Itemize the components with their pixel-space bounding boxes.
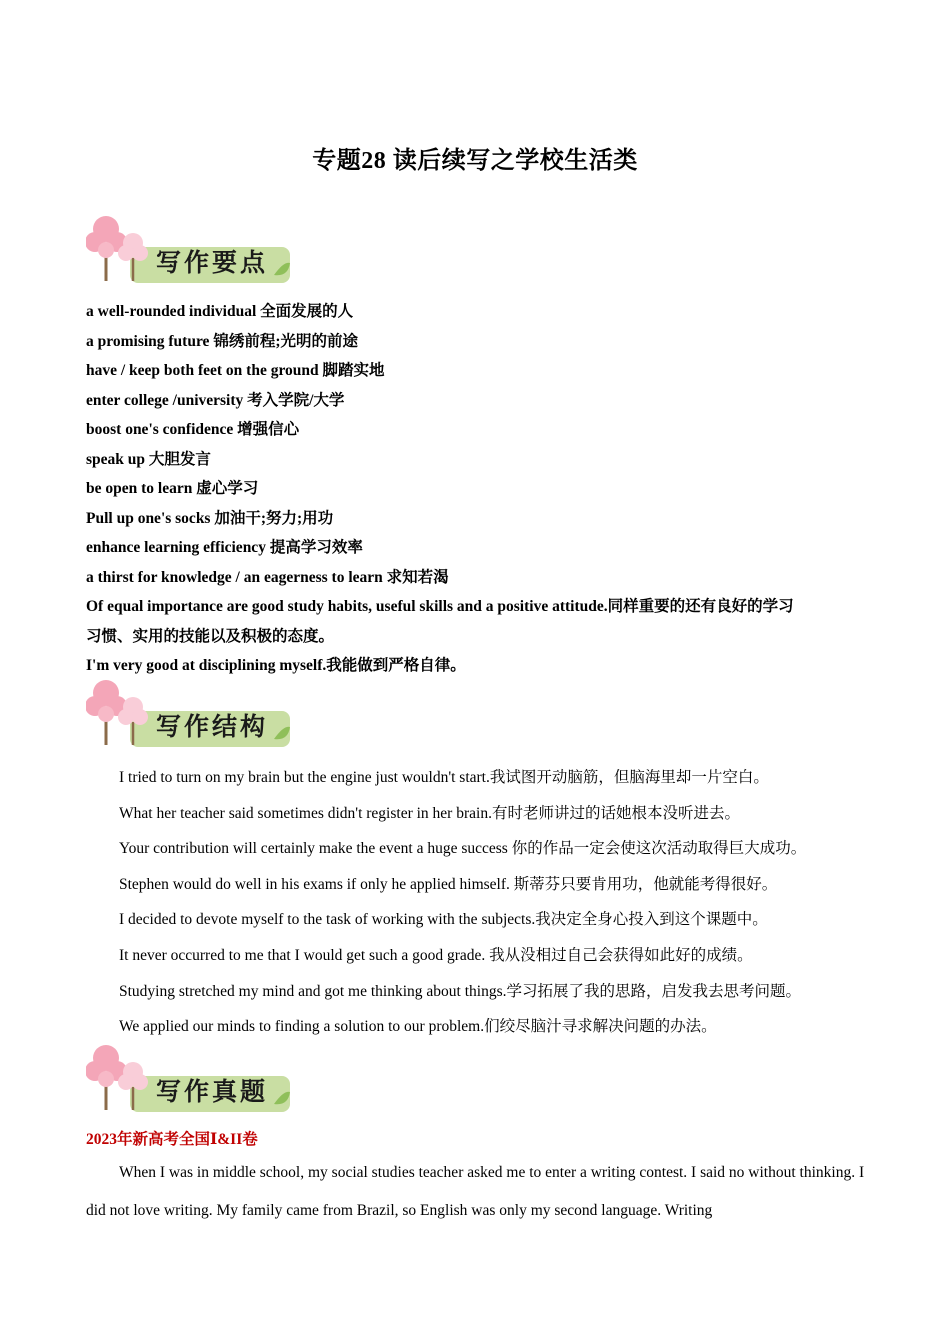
list-item: What her teacher said sometimes didn't register in her brain.有时老师讲过的话她根本没听进去。 — [119, 804, 740, 822]
list-item: It never occurred to me that I would get such a good grade. 我从没相过自己会获得如此好的成绩。 — [119, 946, 753, 964]
list-item: I tried to turn on my brain but the engine just wouldn't start.我试图开动脑筋，但脑海里却一片空白。 — [119, 769, 769, 786]
list-item: I decided to devote myself to the task of working with the subjects.我决定全身心投入到这个课题中。 — [119, 911, 768, 929]
section-header-structure — [86, 677, 296, 749]
key-points-list — [86, 297, 876, 681]
list-item: Pull up one's socks 加油干;努力;用功 — [86, 509, 334, 527]
list-item: have / keep both feet on the ground 脚踏实地 — [86, 362, 385, 379]
list-item: be open to learn 虚心学习 — [86, 480, 259, 497]
list-item: boost one's confidence 增强信心 — [86, 421, 300, 438]
list-item: Your contribution will certainly make the event a huge success 你的作品一定会使这次活动取得巨大成功。 — [119, 840, 807, 858]
section-header-key-points — [86, 213, 296, 285]
page-title: 专题28 读后续写之学校生活类 — [312, 148, 638, 175]
structure-list — [119, 760, 879, 1045]
list-item: enhance learning efficiency 提高学习效率 — [86, 539, 363, 556]
exam-source-tag: 2023年新高考全国Ⅰ&II卷 — [86, 1131, 258, 1148]
list-item: Of equal importance are good study habits, useful skills and a positive attitude.同样重要的还有良好的学习 — [86, 598, 794, 615]
list-item: We applied our minds to finding a solution to our problem.们绞尽脑汁寻求解决问题的办法。 — [119, 1018, 717, 1036]
list-item: a well-rounded individual 全面发展的人 — [86, 303, 354, 320]
list-item: I'm very good at disciplining myself.我能做到严格自律。 — [86, 657, 466, 674]
section-label: 写作真题 — [156, 1077, 269, 1106]
list-item: a thirst for knowledge / an eagerness to learn 求知若渴 — [86, 568, 449, 586]
list-item: Studying stretched my mind and got me thinking about things.学习拓展了我的思路，启发我去思考问题。 — [119, 982, 801, 1000]
list-item: a promising future 锦绣前程;光明的前途 — [86, 332, 358, 350]
list-item: 习惯、实用的技能以及积极的态度。 — [86, 627, 335, 645]
list-item: Stephen would do well in his exams if only he applied himself. 斯蒂芬只要肯用功，他就能考得很好。 — [119, 875, 778, 893]
exam-passage: When I was in middle school, my social studies teacher asked me to enter a writing contest. I said no without thinking. I did not love writing. My family came from Brazil, so English was only my second language. Writing — [86, 1164, 865, 1219]
section-label: 写作结构 — [156, 712, 269, 741]
section-label: 写作要点 — [156, 248, 269, 277]
section-header-exam — [86, 1042, 296, 1114]
list-item: enter college /university 考入学院/大学 — [86, 391, 345, 409]
list-item: speak up 大胆发言 — [86, 450, 211, 468]
